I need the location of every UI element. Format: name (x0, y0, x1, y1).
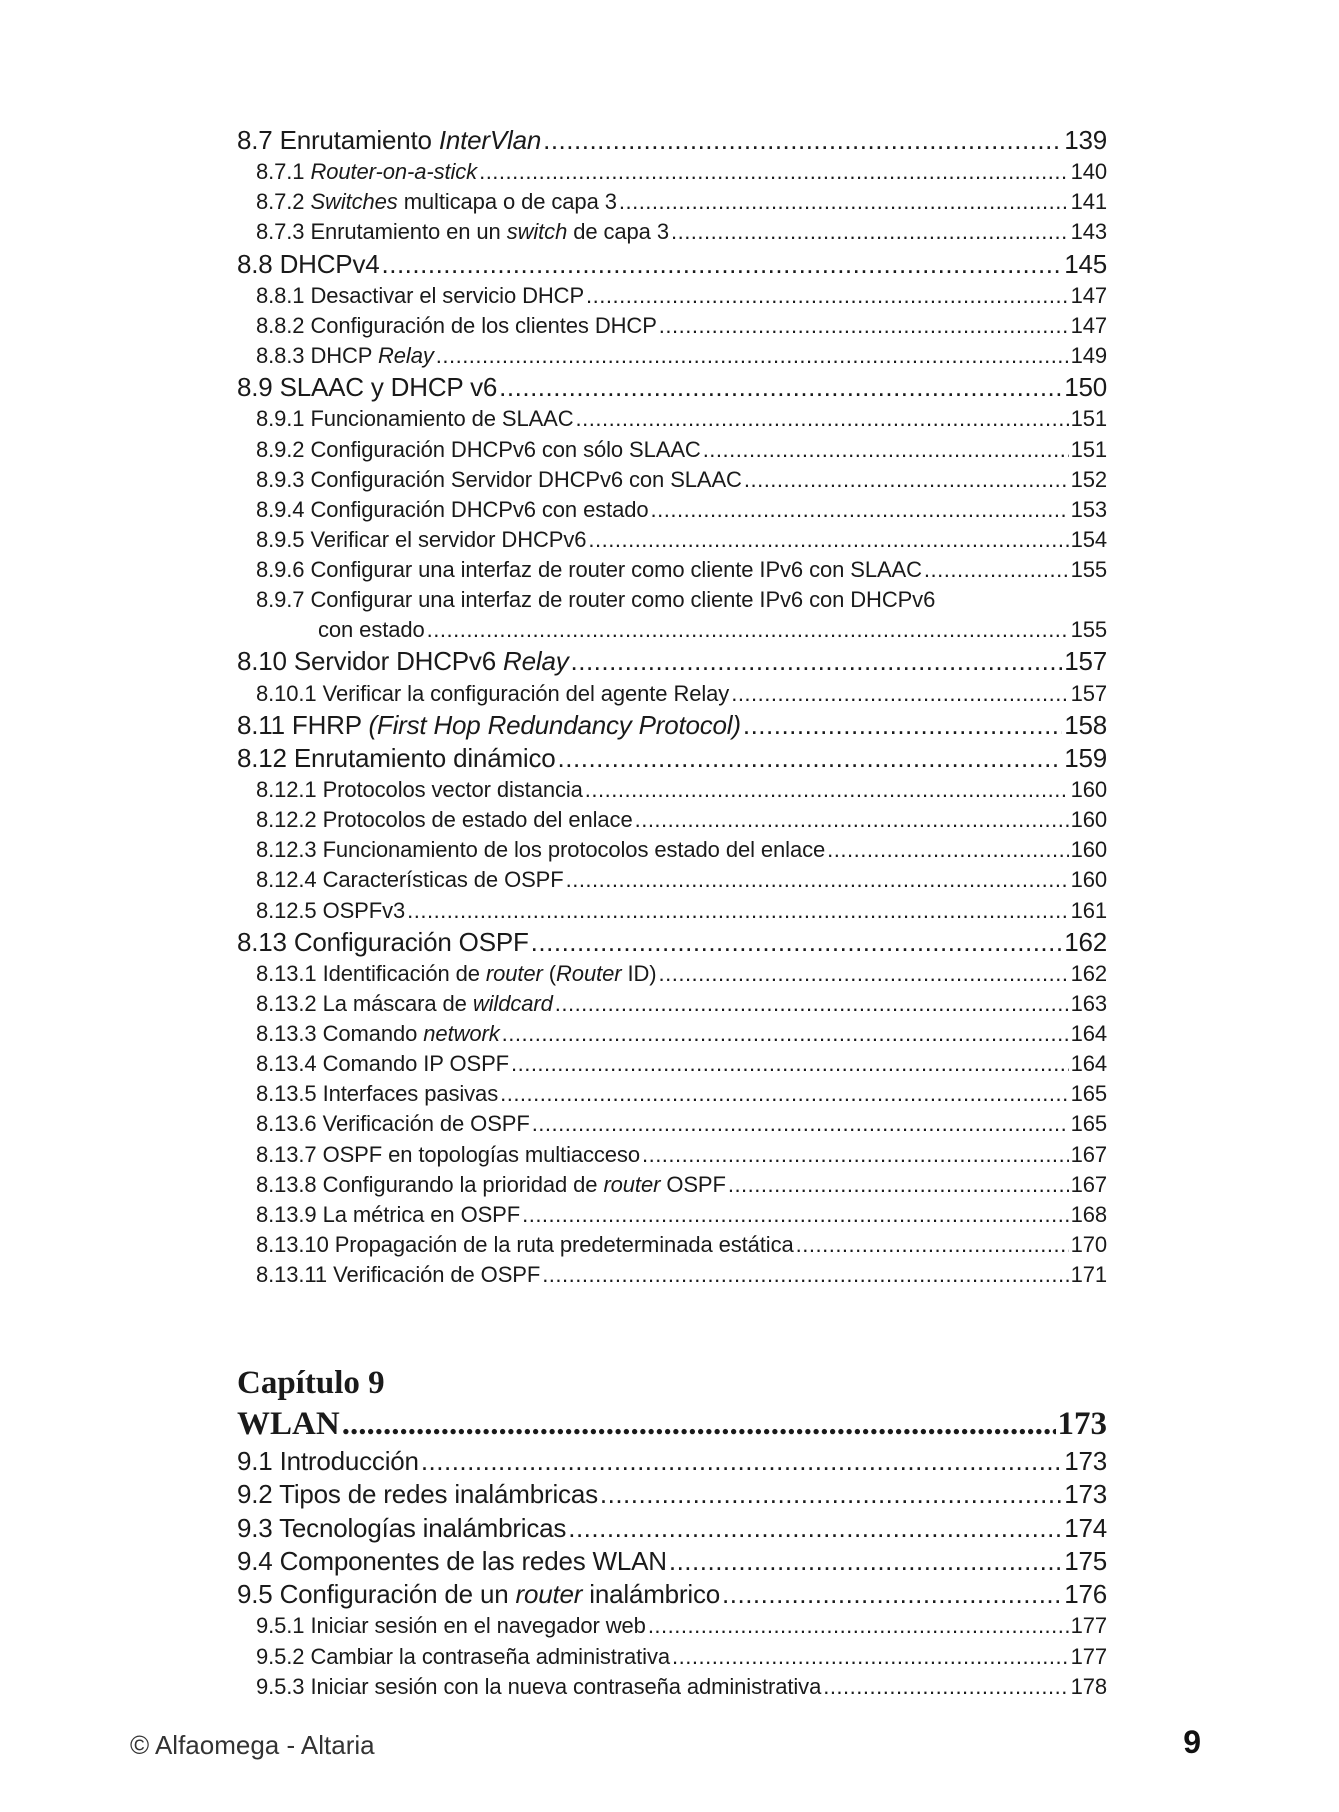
entry-title (256, 495, 649, 525)
dot-leader (728, 1170, 1069, 1200)
toc-subsection-entry[interactable] (237, 585, 1107, 615)
entry-page-number: 163 (1070, 991, 1107, 1017)
entry-title (256, 404, 574, 434)
entry-page-number: 168 (1070, 1201, 1107, 1227)
entry-title-part: 8.12.4 Características de OSPF (256, 867, 564, 893)
entry-title-part: 8.9.1 Funcionamiento de SLAAC (256, 406, 574, 432)
entry-title-part: network (423, 1021, 500, 1047)
entry-title (256, 1642, 670, 1672)
entry-page-number: 153 (1070, 496, 1107, 522)
toc-subsection-entry[interactable] (237, 1140, 1107, 1170)
dot-leader (703, 435, 1069, 465)
entry-page-number: 150 (1064, 372, 1107, 403)
entry-title-part: 9.4 Componentes de las redes WLAN (237, 1545, 667, 1576)
dot-leader (566, 865, 1069, 895)
entry-title (237, 742, 556, 775)
entry-title (256, 805, 633, 835)
entry-title-part: OSPF (660, 1171, 726, 1197)
entry-title (256, 1140, 640, 1170)
toc-section-entry[interactable] (237, 742, 1107, 775)
entry-title-part: Router-on-a-stick (310, 159, 478, 185)
entry-page-number: 139 (1064, 125, 1107, 155)
toc-subsection-entry[interactable] (237, 896, 1107, 926)
entry-title (256, 157, 477, 187)
toc-section-entry[interactable] (237, 1545, 1107, 1578)
dot-leader (585, 775, 1069, 805)
entry-title (237, 645, 569, 678)
chapter-label: Capítulo 9 (237, 1364, 385, 1401)
toc-subsection-entry[interactable] (237, 404, 1107, 434)
entry-title-part: (First Hop Redundancy Protocol) (368, 709, 741, 740)
toc-subsection-entry[interactable] (237, 615, 1107, 645)
entry-title (237, 248, 380, 281)
entry-page-number: 140 (1070, 159, 1107, 185)
entry-title-part: de capa 3 (567, 219, 669, 245)
entry-title (256, 989, 553, 1019)
entry-title-part: 8.12.1 Protocolos vector distancia (256, 777, 583, 803)
entry-page-number: 177 (1070, 1613, 1107, 1639)
entry-title-part: 8.13.7 OSPF en topologías multiacceso (256, 1141, 640, 1167)
dot-leader (568, 1512, 1062, 1545)
toc-subsection-entry[interactable] (237, 865, 1107, 895)
entry-page-number: 160 (1070, 867, 1107, 893)
dot-leader (924, 555, 1069, 585)
toc-section-entry[interactable] (237, 371, 1107, 404)
dot-leader (796, 1230, 1069, 1260)
chapter-title: WLAN (237, 1405, 340, 1442)
toc-subsection-entry[interactable] (237, 435, 1107, 465)
toc-subsection-entry[interactable] (237, 1170, 1107, 1200)
entry-title-part: 8.7.1 (256, 159, 311, 185)
dot-leader (500, 1079, 1069, 1109)
entry-title-part: 8.8 DHCPv4 (237, 248, 380, 279)
entry-title-part: router (515, 1579, 583, 1610)
dot-leader (436, 341, 1069, 371)
entry-title-part: 8.13.10 Propagación de la ruta predeterminada estática (256, 1231, 794, 1257)
entry-title (237, 1478, 598, 1511)
entry-title-part: multicapa o de capa 3 (397, 189, 617, 215)
entry-title-part: 8.13.11 Verificación de OSPF (256, 1261, 541, 1287)
entry-page-number: 178 (1070, 1673, 1107, 1699)
toc-subsection-entry[interactable] (237, 1642, 1107, 1672)
dot-leader (600, 1478, 1062, 1511)
toc-section-entry[interactable] (237, 124, 1107, 157)
dot-leader (827, 835, 1068, 865)
entry-title (256, 1170, 726, 1200)
entry-title (256, 555, 922, 585)
dot-leader (558, 742, 1063, 775)
entry-page-number: 154 (1070, 526, 1107, 552)
dot-leader (342, 1403, 1056, 1445)
entry-title (237, 1578, 720, 1611)
toc-list-chapter-8 (237, 124, 1107, 1290)
entry-title (256, 1079, 498, 1109)
toc-subsection-entry[interactable] (237, 1079, 1107, 1109)
dot-leader (576, 404, 1069, 434)
section-gap (237, 1290, 1107, 1363)
entry-page-number: 147 (1070, 282, 1107, 308)
dot-leader (499, 371, 1062, 404)
entry-title (237, 926, 529, 959)
dot-leader (511, 1049, 1069, 1079)
dot-leader (382, 248, 1063, 281)
toc-subsection-entry[interactable] (237, 495, 1107, 525)
dot-leader (555, 989, 1069, 1019)
entry-page-number: 141 (1070, 189, 1107, 215)
entry-title-part: 8.7 Enrutamiento (237, 125, 439, 155)
dot-leader (542, 1260, 1068, 1290)
entry-title-part: 8.9.3 Configuración Servidor DHCPv6 con SLAAC (256, 466, 742, 492)
toc-subsection-entry[interactable] (237, 1672, 1107, 1702)
entry-title-part: wildcard (472, 991, 553, 1017)
entry-title-part: inalámbrico (582, 1579, 721, 1610)
toc-subsection-entry[interactable] (237, 805, 1107, 835)
entry-title (237, 709, 741, 742)
entry-title (237, 371, 497, 404)
entry-title-part: 8.12.2 Protocolos de estado del enlace (256, 807, 633, 833)
dot-leader (669, 1545, 1062, 1578)
entry-page-number: 177 (1070, 1643, 1107, 1669)
dot-leader (651, 495, 1069, 525)
entry-page-number: 149 (1070, 343, 1107, 369)
entry-title-part: 8.9.5 Verificar el servidor DHCPv6 (256, 526, 587, 552)
entry-title (256, 217, 669, 247)
toc-subsection-entry[interactable] (237, 959, 1107, 989)
dot-leader (671, 217, 1069, 247)
entry-title-part: 8.13.2 La máscara de (256, 991, 473, 1017)
dot-leader (571, 645, 1063, 678)
toc-subsection-entry[interactable] (237, 465, 1107, 495)
dot-leader (635, 805, 1069, 835)
entry-page-number: 173 (1064, 1445, 1107, 1476)
toc-section-entry[interactable] (237, 1512, 1107, 1545)
entry-title (256, 187, 617, 217)
toc-section-entry[interactable] (237, 1478, 1107, 1511)
entry-title (256, 679, 729, 709)
entry-title-part: 9.2 Tipos de redes inalámbricas (237, 1479, 598, 1510)
entry-page-number: 167 (1070, 1171, 1107, 1197)
toc-subsection-entry[interactable] (237, 525, 1107, 555)
footer-copyright: © Alfaomega - Altaria (130, 1730, 375, 1760)
toc-subsection-entry[interactable] (237, 775, 1107, 805)
entry-title (256, 896, 405, 926)
entry-page-number: 157 (1064, 646, 1107, 677)
toc-subsection-entry[interactable] (237, 281, 1107, 311)
entry-title-part: 8.13 Configuración OSPF (237, 926, 529, 957)
entry-title-part: 8.12.3 Funcionamiento de los protocolos estado del enlace (256, 837, 826, 863)
entry-title-part: 9.5.1 Iniciar sesión en el navegador web (256, 1613, 646, 1639)
footer-page-number: 9 (1183, 1724, 1201, 1760)
entry-page-number: 161 (1070, 897, 1107, 923)
dot-leader (731, 679, 1068, 709)
entry-page-number: 173 (1064, 1479, 1107, 1510)
entry-title (256, 585, 935, 615)
entry-title (256, 1260, 540, 1290)
entry-title-part: 8.13.1 Identificación de (256, 960, 486, 986)
entry-title (256, 525, 586, 555)
entry-title-part: Router (556, 960, 622, 986)
entry-page-number: 171 (1070, 1261, 1107, 1287)
entry-title-part: 8.12.5 OSPFv3 (256, 897, 406, 923)
entry-title-part: 8.8.3 DHCP (256, 343, 378, 369)
entry-title (237, 1545, 667, 1578)
entry-page-number: 174 (1064, 1512, 1107, 1543)
entry-title (256, 1109, 530, 1139)
entry-title (237, 1512, 566, 1545)
entry-title-part: 8.7.3 Enrutamiento en un (256, 219, 507, 245)
toc-subsection-entry[interactable] (237, 1611, 1107, 1641)
entry-page-number: 160 (1070, 807, 1107, 833)
entry-title-part: router (603, 1171, 661, 1197)
entry-title (256, 865, 564, 895)
entry-title-part: 8.11 FHRP (237, 709, 369, 740)
dot-leader (479, 157, 1069, 187)
entry-title (256, 1049, 509, 1079)
dot-leader (586, 281, 1069, 311)
entry-title (237, 124, 541, 157)
dot-leader (659, 959, 1069, 989)
entry-page-number: 165 (1070, 1111, 1107, 1137)
entry-title-part: 8.13.4 Comando IP OSPF (256, 1051, 509, 1077)
toc-subsection-entry[interactable] (237, 1230, 1107, 1260)
entry-page-number: 157 (1070, 680, 1107, 706)
entry-page-number: 175 (1064, 1545, 1107, 1576)
entry-page-number: 165 (1070, 1081, 1107, 1107)
toc-subsection-entry[interactable] (237, 311, 1107, 341)
dot-leader (531, 926, 1063, 959)
dot-leader (642, 1140, 1069, 1170)
entry-title-part: Relay (378, 343, 434, 369)
entry-title-part: 9.3 Tecnologías inalámbricas (237, 1512, 567, 1543)
entry-title-part: InterVlan (438, 125, 542, 155)
entry-title (256, 1200, 520, 1230)
entry-title-part: 8.10.1 Verificar la configuración del agente Relay (256, 680, 730, 706)
entry-page-number: 159 (1064, 742, 1107, 773)
dot-leader (659, 311, 1069, 341)
entry-title-part: 8.9.7 Configurar una interfaz de router como cliente IPv6 con DHCPv6 (256, 587, 936, 613)
entry-title-part: 8.8.1 Desactivar el servicio DHCP (256, 282, 585, 308)
entry-title-part: 9.5.3 Iniciar sesión con la nueva contraseña administrativa (256, 1673, 822, 1699)
entry-title-part: Relay (503, 646, 569, 677)
entry-page-number: 164 (1070, 1051, 1107, 1077)
entry-title (256, 1019, 500, 1049)
dot-leader (421, 1445, 1062, 1478)
dot-leader (648, 1611, 1069, 1641)
toc-section-entry[interactable] (237, 926, 1107, 959)
toc-section-entry[interactable] (237, 1445, 1107, 1478)
dot-leader (427, 615, 1069, 645)
entry-title (256, 465, 742, 495)
entry-page-number: 143 (1070, 219, 1107, 245)
toc-subsection-entry[interactable] (237, 1109, 1107, 1139)
entry-title-part: 8.13.6 Verificación de OSPF (256, 1111, 530, 1137)
entry-page-number: 158 (1064, 709, 1107, 740)
entry-title (256, 775, 583, 805)
chapter-title-row[interactable] (237, 1403, 1107, 1445)
entry-title-part: 8.12 Enrutamiento dinámico (237, 742, 556, 773)
toc-subsection-entry[interactable] (237, 187, 1107, 217)
entry-title-part: switch (506, 219, 568, 245)
toc-list-chapter-9 (237, 1445, 1107, 1702)
toc-subsection-entry[interactable] (237, 1260, 1107, 1290)
entry-page-number: 155 (1070, 556, 1107, 582)
toc-subsection-entry[interactable] (237, 217, 1107, 247)
entry-title (256, 835, 825, 865)
entry-title-part: 8.13.8 Configurando la prioridad de (256, 1171, 604, 1197)
entry-page-number: 167 (1070, 1141, 1107, 1167)
dot-leader (407, 896, 1068, 926)
entry-title-part: ( (542, 960, 557, 986)
entry-title (256, 1611, 646, 1641)
toc-subsection-entry[interactable] (237, 989, 1107, 1019)
toc-subsection-entry[interactable] (237, 341, 1107, 371)
toc-subsection-entry[interactable] (237, 1019, 1107, 1049)
dot-leader (588, 525, 1068, 555)
toc-section-entry[interactable] (237, 645, 1107, 678)
table-of-contents (237, 124, 1107, 1702)
entry-title-part: 8.9.4 Configuración DHCPv6 con estado (256, 496, 649, 522)
toc-section-entry[interactable] (237, 248, 1107, 281)
toc-subsection-entry[interactable] (237, 157, 1107, 187)
entry-page-number: 151 (1070, 436, 1107, 462)
entry-title (256, 281, 584, 311)
entry-title-part: 9.5 Configuración de un (237, 1579, 516, 1610)
toc-subsection-entry[interactable] (237, 555, 1107, 585)
dot-leader (543, 124, 1062, 157)
entry-page-number: 145 (1064, 248, 1107, 279)
entry-title-part: 8.9.6 Configurar una interfaz de router como cliente IPv6 con SLAAC (256, 556, 922, 582)
toc-section-entry[interactable] (237, 709, 1107, 742)
entry-page-number: 164 (1070, 1021, 1107, 1047)
entry-title (237, 1445, 419, 1478)
dot-leader (502, 1019, 1069, 1049)
entry-title (256, 1672, 821, 1702)
entry-title-part: 9.5.2 Cambiar la contraseña administrativa (256, 1643, 671, 1669)
entry-page-number: 147 (1070, 312, 1107, 338)
dot-leader (744, 465, 1069, 495)
entry-page-number: 162 (1070, 960, 1107, 986)
dot-leader (522, 1200, 1069, 1230)
entry-page-number: 176 (1064, 1579, 1107, 1610)
entry-title-part: 8.9.2 Configuración DHCPv6 con sólo SLAAC (256, 436, 701, 462)
dot-leader (532, 1109, 1069, 1139)
entry-page-number: 160 (1070, 777, 1107, 803)
toc-subsection-entry[interactable] (237, 1200, 1107, 1230)
entry-title (256, 435, 701, 465)
chapter-page-number: 173 (1057, 1405, 1107, 1442)
dot-leader (722, 1578, 1062, 1611)
entry-title-part: Switches (310, 189, 398, 215)
entry-page-number: 162 (1064, 926, 1107, 957)
entry-title-part: 8.8.2 Configuración de los clientes DHCP (256, 312, 657, 338)
toc-section-entry[interactable] (237, 1578, 1107, 1611)
entry-title-part: ID) (621, 960, 657, 986)
entry-title (318, 615, 425, 645)
entry-page-number: 151 (1070, 406, 1107, 432)
dot-leader (823, 1672, 1068, 1702)
entry-title-part: 8.13.3 Comando (256, 1021, 424, 1047)
entry-title-part: 8.13.9 La métrica en OSPF (256, 1201, 521, 1227)
entry-title (256, 959, 657, 989)
entry-title-part: 8.7.2 (256, 189, 311, 215)
entry-title-part: router (485, 960, 543, 986)
toc-subsection-entry[interactable] (237, 835, 1107, 865)
dot-leader (743, 709, 1062, 742)
entry-title-part: 8.10 Servidor DHCPv6 (237, 646, 504, 677)
entry-title-part: 8.9 SLAAC y DHCP v6 (237, 372, 498, 403)
dot-leader (619, 187, 1069, 217)
entry-page-number: 170 (1070, 1231, 1107, 1257)
dot-leader (672, 1642, 1069, 1672)
entry-title (256, 311, 657, 341)
toc-subsection-entry[interactable] (237, 679, 1107, 709)
toc-subsection-entry[interactable] (237, 1049, 1107, 1079)
entry-title (256, 1230, 794, 1260)
entry-title-part: 9.1 Introducción (237, 1445, 419, 1476)
entry-title-part: 8.13.5 Interfaces pasivas (256, 1081, 499, 1107)
entry-title-part: con estado (318, 617, 425, 643)
entry-page-number: 155 (1070, 617, 1107, 643)
entry-page-number: 152 (1070, 466, 1107, 492)
entry-title (256, 341, 434, 371)
entry-page-number: 160 (1070, 837, 1107, 863)
